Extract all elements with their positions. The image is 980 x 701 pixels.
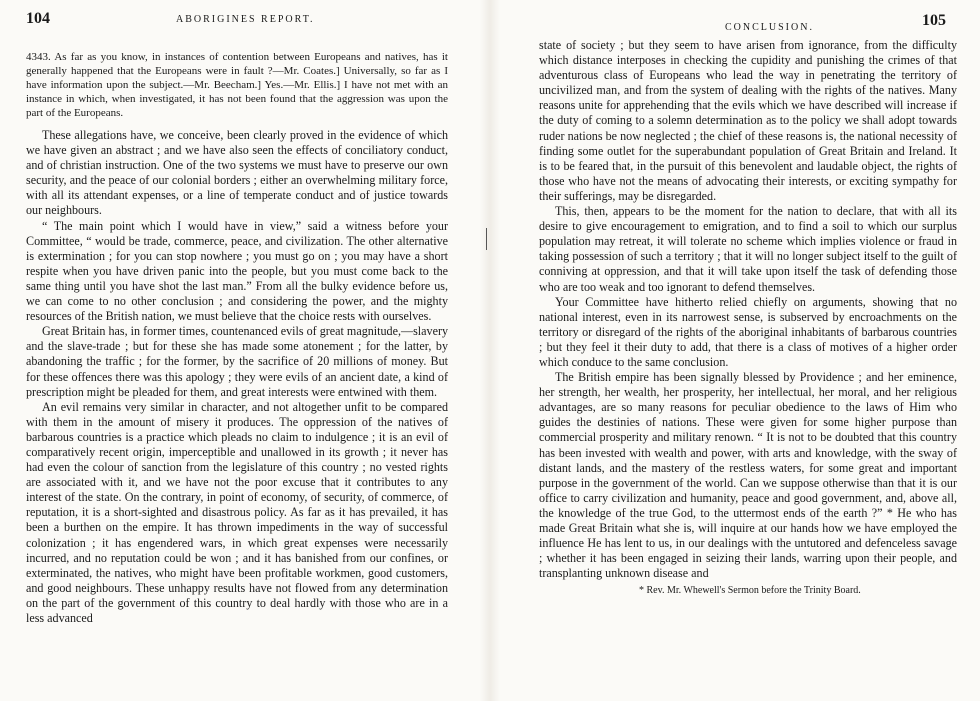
left-page-number: 104 <box>26 10 50 27</box>
left-page <box>0 0 470 701</box>
paragraph: state of society ; but they seem to have arisen from ignorance, from the difficulty which distance interposes in checking the cupidity and punishing the crimes of that adventurous class of Europeans who lead the way in penetrating the territory of uncivilized man, and from the system of dealing with the rights of the natives. Many reasons unite for apprehending that the evils which we have described will increase if the duty of coming to a solemn determination as to the policy we shall adopt towards ruder nations be now neglected ; the chief of these reasons is, the national necessity of finding some outlet for the superabundant population of Great Britain and Ireland. It is to be feared that, in the pursuit of this benevolent and laudable object, the rights of those who have not the means of advocating their interests, or exciting sympathy for their sufferings, may be disregarded. <box>539 38 957 203</box>
paragraph: “ The main point which I would have in view,” said a witness before your Committee, “ would be trade, commerce, peace, and civilization. The other alternative is extermination ; for you can stop nowhere ; you must go on ; you may have a short respite when you have driven panic into the people, but you must come back to the same thing until you have shot the last man.” From all the bulky evidence before us, we can come to no other conclusion ; and considering the power, and the mighty resources of the British nation, we must believe that the choice rests with ourselves. <box>26 218 448 324</box>
footnote: * Rev. Mr. Whewell's Sermon before the Trinity Board. <box>639 585 861 597</box>
left-text-block <box>26 50 448 626</box>
paragraph: The British empire has been signally blessed by Providence ; and her eminence, her strength, her wealth, her prosperity, her intellectual, her moral, and her religious advantages, are so many reasons for peculiar obedience to the laws of Him who guides the destinies of nations. These were given for some higher purpose than commercial prosperity and military renown. “ It is not to be doubted that this country has been invested with wealth and power, with arts and knowledge, with the sway of distant lands, and the mastery of the restless waters, for some great and important purpose in the government of the world. Can we suppose otherwise than that it is our office to carry civilization and humanity, peace and good government, and, above all, the knowledge of the true God, to the uttermost ends of the earth ?” * He who has made Great Britain what she is, will inquire at our hands how we have employed the influence He has lent to us, in our dealings with the untutored and defenceless savage ; whether it has been engaged in seizing their lands, warring upon their people, and transplanting unknown disease and <box>539 370 957 581</box>
paragraph: Great Britain has, in former times, countenanced evils of great magnitude,—slavery and the slave-trade ; but for these she has made some atonement ; for the latter, by abandoning the traffic ; for the former, by the sacrifice of 20 millions of money. But for these offences there was this apology ; they were evils of an ancient date, a kind of prescription might be pleaded for them, and great interests were entwined with them. <box>26 324 449 399</box>
right-running-head <box>505 10 975 36</box>
right-running-title: CONCLUSION. <box>725 22 814 33</box>
paragraph: This, then, appears to be the moment for the nation to declare, that with all its desire to give encouragement to emigration, and to find a soil to which our surplus population may retreat, it will tolerate no scheme which implies violence or fraud in taking possession of such a territory ; that it will no longer subject itself to the guilt of conniving at oppression, and that it will take upon itself the task of defending those who are too weak and too ignorant to defend themselves. <box>539 204 957 294</box>
right-page <box>505 0 975 701</box>
left-running-head <box>0 10 470 36</box>
paragraph: Your Committee have hitherto relied chiefly on arguments, showing that no national interest, even in its narrowest sense, is subserved by encroachments on the territory or disregard of the rights of the aboriginal inhabitants of barbarous countries ; but they feel it their duty to add, that there is a class of motives of a higher order which conduce to the same conclusion. <box>539 294 957 369</box>
left-running-title: ABORIGINES REPORT. <box>176 14 315 25</box>
evidence-extract: 4343. As far as you know, in instances of contention between Europeans and natives, has it generally happened that the Europeans were in fault ?—Mr. Coates.] Universally, so far as I have information upon the subject.—Mr. Beecham.] Yes.—Mr. Ellis.] I have not met with an instance in which, when investigated, it has not been found that the aggression was upon the part of the Europeans. <box>26 51 448 119</box>
right-text-block <box>539 38 957 606</box>
paragraph: These allegations have, we conceive, been clearly proved in the evidence of which we have given an abstract ; and we have also seen the effects of conciliatory conduct, and of christian instruction. One of the two systems we must have to preserve our own security, and the peace of our colonial borders ; either an overwhelming military force, with all its attendant expenses, or a line of temperate conduct and of justice towards our neighbours. <box>26 128 448 218</box>
book-gutter <box>480 0 500 701</box>
right-page-number: 105 <box>922 12 946 29</box>
gutter-mark <box>486 228 487 250</box>
paragraph: An evil remains very similar in character, and not altogether unfit to be compared with them in the amount of misery it produces. The oppression of the natives of barbarous countries is a practice which pleads no claim to indulgence ; it is an evil of comparatively recent origin, imperceptible and unallowed in its growth ; it never has had even the colour of sanction from the legislature of this country ; no vested rights are associated with it, and we have not the poor excuse that it contributes to any interest of the state. On the contrary, in point of economy, of security, of commerce, of reputation, it is a short-sighted and disastrous policy. As far as it has prevailed, it has been a burthen on the empire. It has thrown impediments in the way of successful colonization ; it has engendered wars, in which great expenses were necessarily incurred, and no reputation could be won ; and it has banished from our confines, or exterminated, the natives, who might have been profitable workmen, good customers, and good neighbours. These unhappy results have not flowed from any determination on the part of the government of this country to deal hardly with those who are in a less advanced <box>26 399 448 625</box>
